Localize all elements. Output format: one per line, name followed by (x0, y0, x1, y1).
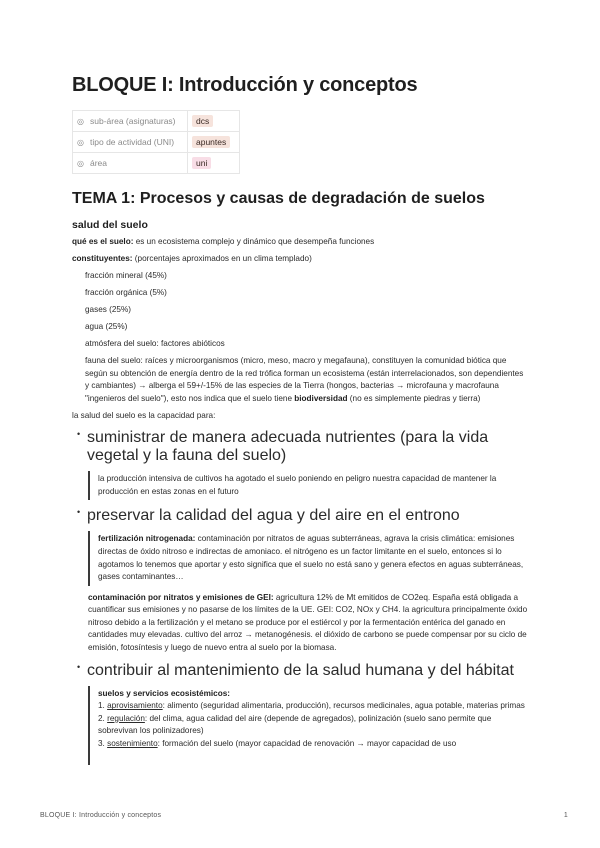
property-tag[interactable]: apuntes (192, 136, 230, 148)
document-page (72, 68, 528, 765)
section-heading: salud del suelo (72, 219, 148, 231)
status-icon: ◎ (77, 159, 84, 168)
list-item: gases (25%) (85, 304, 131, 314)
property-label: tipo de actividad (UNI) (90, 137, 175, 147)
list-item: fracción mineral (45%) (85, 270, 167, 280)
bullet-item: • suministrar de manera adecuada nutrientes (para la vida vegetal y la fauna del suelo) (72, 429, 528, 465)
list-item: fracción orgánica (5%) (85, 287, 167, 297)
page-title: BLOQUE I: Introducción y conceptos (72, 74, 418, 96)
bullet-item: • contribuir al mantenimiento de la salud humana y del hábitat (72, 662, 528, 680)
status-icon: ◎ (77, 138, 84, 147)
properties-table (72, 110, 240, 174)
quote-block: suelos y servicios ecosistémicos: 1. aprovisamiento: alimento (seguridad alimentaria, producción), recursos medicinales, agua potable, materias primas 2. regulación: del clima, agua calidad del aire (depende de agregados), polinización (suelo sano permite que sobrevivan los polinizadores) 3. sostenimiento: formación del suelo (mayor capacidad de renovación → mayor capacidad de uso (88, 686, 528, 766)
list-item: atmósfera del suelo: factores abióticos (85, 339, 225, 349)
quote-block: fertilización nitrogenada: contaminación por nitratos de aguas subterráneas, agrava la crisis climática: emisiones directas de óxido nitroso e indirectas de amoniaco. el nitrógeno es un factor limitante en el suelo, entonces si lo agotamos lo tenemos que aportar y esto significa que el suelo no está sano y genera efectos en aguas subterráneas, gases contaminantes… (88, 531, 528, 585)
property-label: sub-área (asignaturas) (90, 116, 176, 126)
paragraph: qué es el suelo: es un ecosistema complejo y dinámico que desempeña funciones (72, 237, 375, 246)
paragraph: constituyentes: (porcentajes aproximados en un clima templado) (72, 253, 312, 263)
property-label: área (90, 158, 108, 168)
tema-heading: TEMA 1: Procesos y causas de degradación de suelos (72, 190, 485, 207)
page-number: 1 (563, 812, 568, 819)
paragraph: contaminación por nitratos y emisiones de GEI: agricultura 12% de Mt emitidos de CO2eq. España está obligada a cuantificar sus emisiones y no pasarse de los límites de la UE. GEI: CO2, NOx y CH4. la agricultura principalmente óxido nitroso debido a la fertilización y el metano se produce por el estiércol y por la fermentación entérica del ganado en cantidades muy elevadas. cultivo del arroz → metanogénesis. el dióxido de carbono se puede compensar por su ciclo de emisión, fotosíntesis y luego de nuevo entra al suelo por la biomasa. (88, 592, 528, 653)
list-item: fauna del suelo: raíces y microorganismos (micro, meso, macro y megafauna), constituyen la comunidad biótica que según su obtención de energía dentro de la red trófica forman un ecosistema (están interrelacionados, son dependientes y cambiantes) → alberga el 59+/-15% de las especies de la Tierra (hongos, bacterias → microfauna y macrofauna "ingenieros del suelo"), esto nos indica que el suelo tiene biodiversidad (no es simplemente piedras y tierra) (85, 356, 524, 403)
page-footer (40, 812, 568, 819)
property-row[interactable] (73, 111, 240, 132)
quote-block: la producción intensiva de cultivos ha agotado el suelo poniendo en peligro nuestra capacidad de mantener la producción en estas zonas en el futuro (88, 471, 528, 500)
property-tag[interactable]: uni (192, 157, 211, 169)
paragraph: la salud del suelo es la capacidad para: (72, 410, 216, 420)
property-row[interactable] (73, 153, 240, 174)
footer-title: BLOQUE I: Introducción y conceptos (40, 812, 162, 819)
list-item: agua (25%) (85, 321, 128, 331)
status-icon: ◎ (77, 117, 84, 126)
bullet-item: • preservar la calidad del agua y del aire en el entrono (72, 507, 528, 525)
property-tag[interactable]: dcs (192, 115, 213, 127)
property-row[interactable] (73, 132, 240, 153)
